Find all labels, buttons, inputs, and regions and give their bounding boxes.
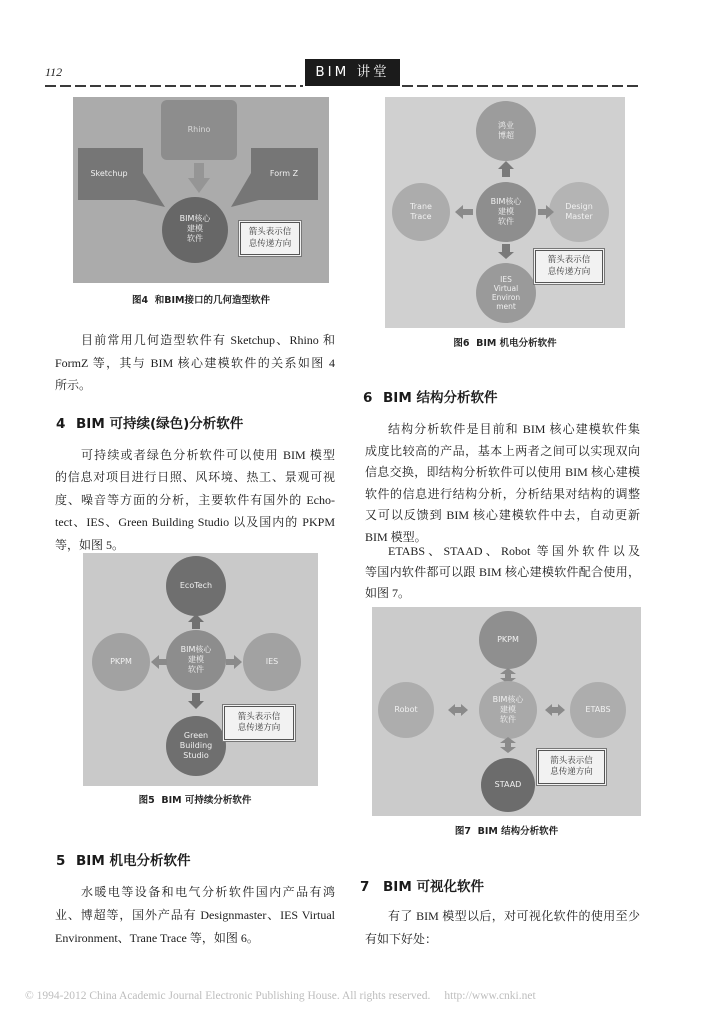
figure-4 (73, 97, 329, 283)
arrow-legend-box (224, 706, 294, 740)
arrow-left-icon (151, 655, 167, 669)
arrow-left-icon (455, 205, 473, 219)
copyright-text: © 1994-2012 China Academic Journal Electronic Publishing House. All rights reserved. (25, 990, 431, 1002)
figure-4-caption: 图4 和BIM接口的几何造型软件 (132, 295, 270, 306)
arrow-legend-text: 箭头表示信 息传递方向 (248, 227, 292, 249)
arrow-legend-box (535, 250, 603, 283)
trane-trace-label: Trane Trace (410, 202, 432, 221)
section-7-heading (360, 875, 484, 895)
text-line: 等国内软件都可以跟 BIM 核心建模软件配合使用， (365, 565, 640, 579)
hongye-bochao-label: 鸿业 博超 (498, 121, 514, 140)
pkpm-label: PKPM (497, 635, 519, 644)
section-number: 6 (363, 390, 373, 406)
text-line: 又可以反馈到 BIM 核心建模软件中去，自动更新 (365, 508, 640, 523)
text-line: 水暖电等设备和电气分析软件国内产品有鸿 (81, 885, 335, 899)
section-6-heading (363, 386, 497, 406)
staad-label: STAAD (494, 780, 522, 789)
text-line: 如图 7。 (365, 586, 411, 600)
text-line: 目前常用几何造型软件有 Sketchup、Rhino 和 (81, 333, 335, 347)
bim-core-label: BIM核心 建模 软件 (492, 695, 524, 724)
section-title: BIM 结构分析软件 (383, 390, 498, 406)
robot-label: Robot (394, 705, 418, 714)
header-rule-right (402, 85, 640, 87)
section-title: BIM 可持续(绿色)分析软件 (76, 416, 244, 432)
bim-core-label: BIM核心 建模 软件 (490, 197, 522, 226)
text-line: 结构分析软件是目前和 BIM 核心建模软件集 (388, 422, 640, 436)
ecotech-label: EcoTech (179, 581, 213, 590)
figure-4-intro-paragraph (55, 329, 335, 397)
section-title: BIM 可视化软件 (383, 879, 484, 895)
ies-label: IES (265, 657, 279, 666)
double-arrow-vertical-icon (500, 737, 516, 753)
copyright-footer (25, 990, 536, 1002)
section-5-heading (56, 849, 190, 869)
text-line: 软件的信息进行结构分析，分析结果对结构的调整 (365, 486, 640, 501)
text-line: 成度比较高的产品，基本上两者之间可以实现双向 (365, 443, 640, 458)
section-title: BIM 机电分析软件 (76, 853, 191, 869)
text-line: 的信息对项目进行日照、风环境、热工、景观可视 (55, 470, 335, 485)
arrow-down-icon (188, 693, 204, 709)
arrow-legend-text: 箭头表示信 息传递方向 (237, 711, 281, 733)
etabs-label: ETABS (585, 705, 611, 714)
sketchup-label: Sketchup (90, 169, 128, 178)
arrow-legend-text: 箭头表示信 息传递方向 (547, 255, 591, 277)
section-4-paragraph (55, 444, 335, 556)
section-6-paragraph-2 (365, 541, 640, 604)
text-line: Environment、Trane Trace 等，如图 6。 (55, 931, 259, 945)
page-number: 112 (45, 65, 63, 79)
arrow-down-icon (498, 244, 514, 259)
arrow-up-icon (498, 161, 514, 177)
ies-virtual-environment-label: IES Virtual Environ ment (491, 275, 521, 311)
text-line: BIM 模型。 (365, 529, 427, 544)
design-master-label: Design Master (565, 202, 593, 221)
double-arrow-horizontal-icon (545, 704, 565, 716)
section-number: 5 (56, 853, 66, 869)
text-line: 有了 BIM 模型以后，对可视化软件的使用至少 (388, 909, 640, 923)
rhino-label: Rhino (187, 125, 211, 134)
figure-5-caption: 图5 BIM 可持续分析软件 (138, 795, 252, 806)
section-6-paragraph-1 (365, 419, 640, 549)
text-line: 所示。 (55, 378, 92, 392)
double-arrow-horizontal-icon (448, 704, 468, 716)
text-line: tect、IES、Green Building Studio 以及国内的 PKPM (55, 515, 335, 530)
section-number: 7 (360, 879, 370, 895)
text-line: FormZ 等，其与 BIM 核心建模软件的关系如图 4 (55, 355, 335, 370)
bim-core-label: BIM核心 建模 软件 (180, 645, 212, 674)
text-line: 可持续或者绿色分析软件可以使用 BIM 模型 (81, 448, 335, 462)
arrow-right-icon (226, 655, 242, 669)
section-number: 4 (56, 416, 66, 432)
text-line: ETABS、STAAD、Robot 等国外软件以及 (388, 544, 640, 558)
figure-7 (372, 607, 641, 816)
bim-core-label: BIM核心 建模 软件 (179, 214, 211, 243)
arrow-legend-box (240, 222, 300, 255)
text-line: 有如下好处： (365, 932, 438, 946)
section-5-paragraph (55, 881, 335, 950)
pkpm-label: PKPM (110, 657, 132, 666)
text-line: 度、噪音等方面的分析，主要软件有国外的 Echo- (55, 492, 335, 507)
text-line: 信息交换，即结构分析软件可以使用 BIM 核心建模 (365, 465, 640, 480)
figure-6-caption: 图6 BIM 机电分析软件 (453, 338, 557, 349)
arrow-legend-text: 箭头表示信 息传递方向 (550, 755, 593, 777)
column-title-badge: BIM 讲堂 (305, 59, 400, 86)
form-z-label: Form Z (269, 169, 299, 178)
section-7-paragraph (365, 905, 640, 951)
figure-6 (385, 97, 625, 328)
figure-7-caption: 图7 BIM 结构分析软件 (454, 826, 559, 837)
arrow-down-icon (188, 163, 210, 193)
arrow-up-icon (188, 614, 204, 629)
section-4-heading (56, 412, 243, 432)
arrow-legend-box (538, 750, 605, 784)
header-rule-left (45, 85, 303, 87)
green-building-studio-label: Green Building Studio (179, 731, 213, 760)
footer-url: http://www.cnki.net (444, 990, 536, 1002)
text-line: 业、博超等，国外产品有 Designmaster、IES Virtual (55, 908, 335, 922)
text-line: 等，如图 5。 (55, 537, 125, 552)
figure-5 (83, 553, 318, 786)
